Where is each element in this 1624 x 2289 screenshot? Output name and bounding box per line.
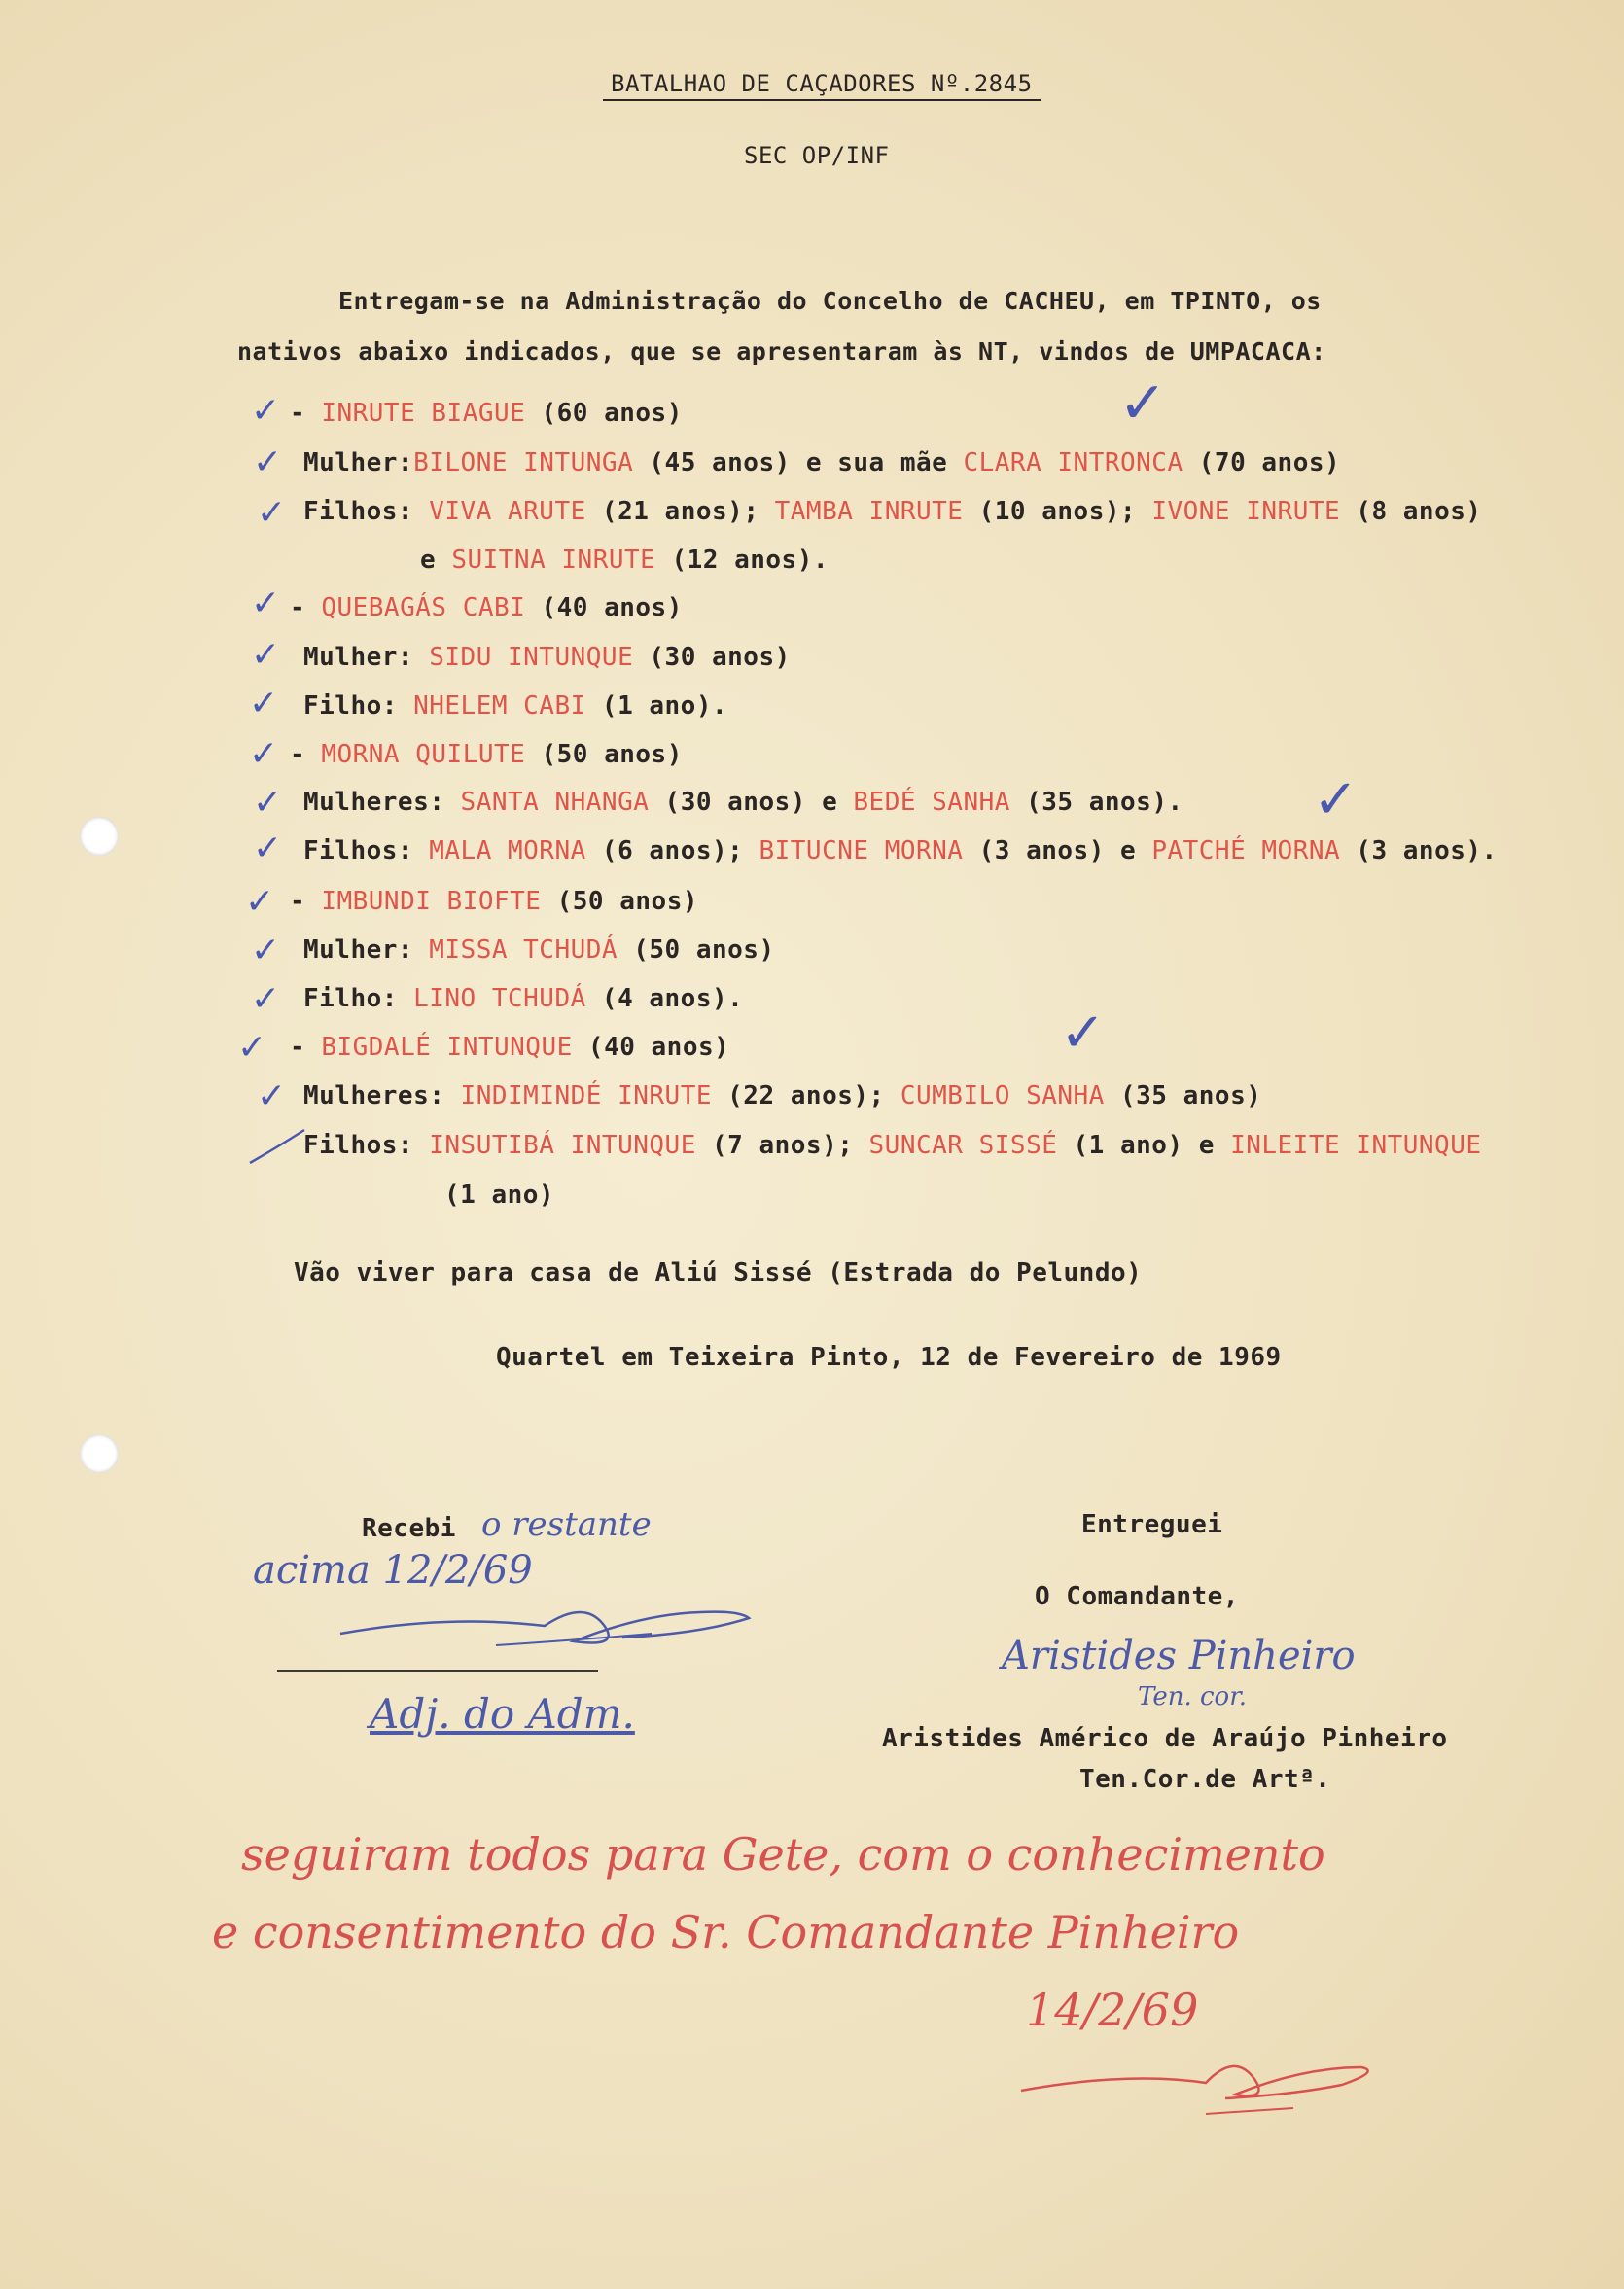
receipt-signature-line bbox=[277, 1670, 598, 1672]
check-mark: ✓ bbox=[253, 783, 283, 823]
entry-text: (21 anos); bbox=[585, 497, 775, 526]
punch-hole bbox=[80, 1434, 119, 1473]
native-entry bbox=[303, 691, 727, 721]
native-name: SUNCAR SISSÉ bbox=[868, 1131, 1058, 1160]
entry-text: Mulheres: bbox=[303, 1081, 461, 1110]
check-mark: ✓ bbox=[257, 493, 287, 533]
receipt-signature-flourish bbox=[331, 1595, 759, 1663]
native-entry bbox=[290, 399, 683, 428]
entry-text: Mulher: bbox=[303, 448, 414, 477]
entry-text: Filhos: bbox=[303, 1131, 430, 1160]
check-mark: ✓ bbox=[237, 1028, 267, 1068]
entry-text: Mulher: bbox=[303, 935, 430, 965]
native-name: QUEBAGÁS CABI bbox=[321, 593, 526, 622]
entry-text: (7 anos); bbox=[695, 1131, 869, 1160]
native-name: IMBUNDI BIOFTE bbox=[321, 887, 542, 916]
native-name: CUMBILO SANHA bbox=[900, 1081, 1105, 1110]
native-name: SIDU INTUNQUE bbox=[429, 643, 634, 672]
check-mark: ✓ bbox=[249, 684, 279, 723]
commander-signature: Aristides Pinheiro bbox=[1002, 1634, 1356, 1678]
entry-text: - bbox=[290, 399, 322, 428]
entry-text: (1 ano). bbox=[585, 691, 728, 721]
entry-text: Filhos: bbox=[303, 836, 430, 865]
native-name: NHELEM CABI bbox=[413, 691, 586, 721]
native-name: BEDÉ SANHA bbox=[853, 788, 1010, 817]
intro-line-1: Entregam-se na Administração do Concelho de CACHEU, em TPINTO, os bbox=[338, 287, 1322, 315]
check-mark: ✓ bbox=[251, 979, 281, 1019]
entry-text: (1 ano) e bbox=[1057, 1131, 1231, 1160]
native-name: PATCHÉ MORNA bbox=[1151, 836, 1341, 865]
entry-text: (8 anos) bbox=[1340, 497, 1482, 526]
native-name: LINO TCHUDÁ bbox=[413, 984, 586, 1013]
entry-text: Filho: bbox=[303, 691, 414, 721]
entry-text: (30 anos) bbox=[633, 643, 791, 672]
native-name: TAMBA INRUTE bbox=[774, 497, 964, 526]
receipt-handwriting-1: o restante bbox=[481, 1505, 652, 1544]
entry-text: (3 anos) e bbox=[963, 836, 1152, 865]
check-mark: ✓ bbox=[253, 442, 283, 482]
native-entry bbox=[290, 593, 683, 622]
native-entry bbox=[303, 448, 1340, 477]
entry-text: (4 anos). bbox=[585, 984, 744, 1013]
entry-text: - bbox=[290, 593, 322, 622]
native-entry bbox=[290, 740, 683, 769]
entry-text: - bbox=[290, 887, 322, 916]
receipt-handwriting-sign: Adj. do Adm. bbox=[370, 1690, 635, 1738]
native-name: IVONE INRUTE bbox=[1151, 497, 1341, 526]
native-entry bbox=[303, 643, 791, 672]
entry-text: (45 anos) e sua mãe bbox=[633, 448, 964, 477]
check-mark: ✓ bbox=[1313, 768, 1359, 831]
native-entry bbox=[303, 788, 1183, 817]
native-entry bbox=[303, 497, 1482, 526]
native-name: MORNA QUILUTE bbox=[321, 740, 526, 769]
place-date: Quartel em Teixeira Pinto, 12 de Fevereiro de 1969 bbox=[496, 1343, 1282, 1372]
check-mark: ✓ bbox=[251, 583, 281, 623]
entry-text: (35 anos). bbox=[1009, 788, 1183, 817]
check-stroke bbox=[248, 1128, 306, 1167]
entry-text: (70 anos) bbox=[1183, 448, 1341, 477]
native-entry bbox=[444, 1180, 554, 1210]
destination-text: Vão viver para casa de Aliú Sissé (Estrada do Pelundo) bbox=[294, 1258, 1143, 1287]
delivery-label: Entreguei bbox=[1081, 1510, 1223, 1539]
entry-text: (50 anos) bbox=[618, 935, 775, 965]
entry-text: (3 anos). bbox=[1340, 836, 1498, 865]
document-title: BATALHAO DE CAÇADORES Nº.2845 bbox=[603, 70, 1041, 101]
entry-text: (50 anos) bbox=[541, 887, 699, 916]
native-entry bbox=[303, 1131, 1482, 1160]
check-mark: ✓ bbox=[1118, 370, 1168, 438]
entry-text: (10 anos); bbox=[963, 497, 1152, 526]
entry-text: - bbox=[290, 740, 322, 769]
check-mark: ✓ bbox=[245, 882, 275, 922]
entry-text: (35 anos) bbox=[1104, 1081, 1262, 1110]
entry-text: (12 anos). bbox=[655, 546, 829, 575]
native-entry bbox=[290, 887, 698, 916]
note-line-2: e consentimento do Sr. Comandante Pinheiro bbox=[212, 1906, 1240, 1958]
entry-text: e bbox=[420, 546, 452, 575]
intro-line-2: nativos abaixo indicados, que se apresentaram às NT, vindos de UMPACACA: bbox=[237, 337, 1326, 366]
entry-text: - bbox=[290, 1033, 322, 1062]
commander-name: Aristides Américo de Araújo Pinheiro bbox=[882, 1724, 1448, 1753]
entry-text: (40 anos) bbox=[525, 593, 683, 622]
entry-text: Mulher: bbox=[303, 643, 430, 672]
check-mark: ✓ bbox=[251, 391, 281, 431]
native-entry bbox=[303, 984, 743, 1013]
punch-hole bbox=[80, 817, 119, 856]
native-entry bbox=[303, 1081, 1261, 1110]
check-mark: ✓ bbox=[257, 1076, 287, 1116]
receipt-handwriting-2: acima 12/2/69 bbox=[253, 1548, 533, 1593]
entry-text: Filhos: bbox=[303, 497, 430, 526]
check-mark: ✓ bbox=[251, 635, 281, 675]
native-name: MISSA TCHUDÁ bbox=[429, 935, 618, 965]
entry-text: (50 anos) bbox=[525, 740, 683, 769]
receipt-label: Recebi bbox=[362, 1514, 456, 1543]
check-mark: ✓ bbox=[249, 734, 279, 774]
native-name: INLEITE INTUNQUE bbox=[1230, 1131, 1482, 1160]
native-entry bbox=[303, 836, 1498, 865]
commander-role: O Comandante, bbox=[1035, 1582, 1239, 1611]
native-name: INSUTIBÁ INTUNQUE bbox=[429, 1131, 696, 1160]
entry-text: (60 anos) bbox=[525, 399, 683, 428]
native-name: VIVA ARUTE bbox=[429, 497, 586, 526]
native-name: SANTA NHANGA bbox=[460, 788, 650, 817]
native-name: BILONE INTUNGA bbox=[413, 448, 634, 477]
check-mark: ✓ bbox=[253, 828, 283, 868]
entry-text: (1 ano) bbox=[444, 1180, 555, 1210]
commander-rank: Ten.Cor.de Artª. bbox=[1079, 1765, 1331, 1794]
native-name: BITUCNE MORNA bbox=[759, 836, 964, 865]
native-name: CLARA INTRONCA bbox=[963, 448, 1183, 477]
section-code: SEC OP/INF bbox=[744, 142, 890, 169]
entry-text: (30 anos) e bbox=[649, 788, 854, 817]
native-entry bbox=[303, 935, 775, 965]
check-mark: ✓ bbox=[1060, 1002, 1106, 1065]
native-name: MALA MORNA bbox=[429, 836, 586, 865]
check-mark: ✓ bbox=[251, 931, 281, 970]
native-name: INRUTE BIAGUE bbox=[321, 399, 526, 428]
native-entry bbox=[290, 1033, 729, 1062]
entry-text: Filho: bbox=[303, 984, 414, 1013]
native-name: BIGDALÉ INTUNQUE bbox=[321, 1033, 573, 1062]
note-line-1: seguiram todos para Gete, com o conhecimento bbox=[241, 1828, 1325, 1881]
entry-text: Mulheres: bbox=[303, 788, 461, 817]
note-date: 14/2/69 bbox=[1026, 1984, 1199, 2036]
entry-text: (6 anos); bbox=[585, 836, 759, 865]
note-signature-flourish bbox=[1011, 2042, 1381, 2120]
commander-signature-sub: Ten. cor. bbox=[1138, 1682, 1248, 1711]
native-entry bbox=[420, 546, 829, 575]
native-name: SUITNA INRUTE bbox=[451, 546, 656, 575]
entry-text: (40 anos) bbox=[572, 1033, 730, 1062]
entry-text: (22 anos); bbox=[712, 1081, 900, 1110]
native-name: INDIMINDÉ INRUTE bbox=[460, 1081, 712, 1110]
